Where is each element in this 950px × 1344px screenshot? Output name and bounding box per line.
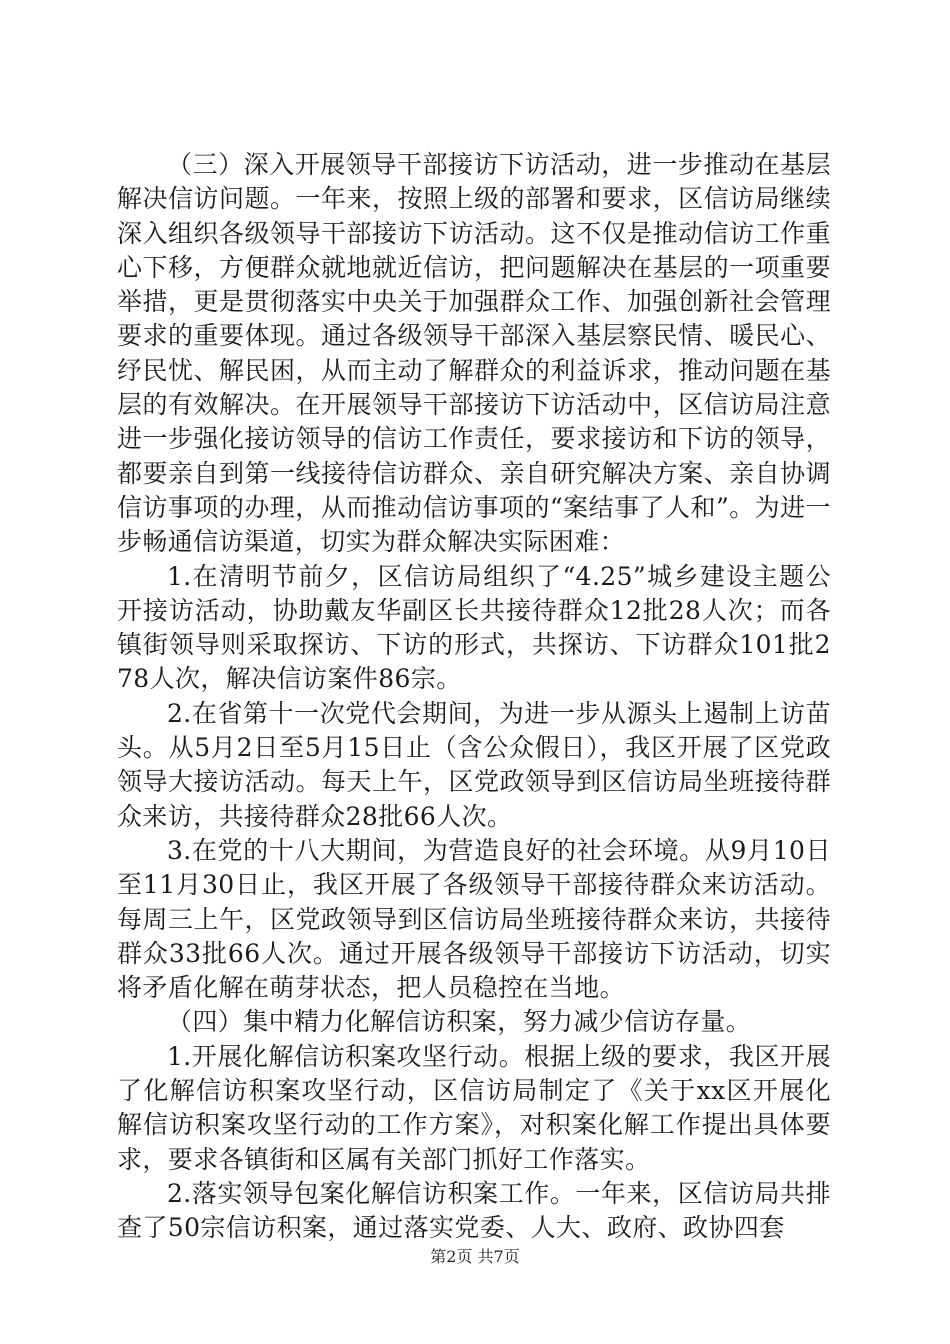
page-footer: 第2页 共7页 [430,1247,520,1266]
paragraph-section-three-intro: （三）深入开展领导干部接访下访活动，进一步推动在基层解决信访问题。一年来，按照上级的部署和要求，区信访局继续深入组织各级领导干部接访下访活动。这不仅是推动信访工作重心下移，方便群众就地就近信访，把问题解决在基层的一项重要举措，更是贯彻落实中央关于加强群众工作、加强创新社会管理要求的重要体现。通过各级领导干部深入基层察民情、暖民心、纾民忧、解民困，从而主动了解群众的利益诉求，推动问题在基层的有效解决。在开展领导干部接访下访活动中，区信访局注意进一步强化接访领导的信访工作责任，要求接访和下访的领导，都要亲自到第一线接待信访群众、亲自研究解决方案、亲自协调信访事项的办理，从而推动信访事项的“案结事了人和”。为进一步畅通信访渠道，切实为群众解决实际困难： [117,150,831,557]
document-body [117,148,831,1246]
paragraph-item-qingming: 1.在清明节前夕，区信访局组织了“4.25”城乡建设主题公开接访活动，协助戴友华副区长共接待群众12批28人次；而各镇街领导则采取探访、下访的形式，共探访、下访群众101批278人次，解决信访案件86宗。 [117,561,831,694]
paragraph-item-eighteenth-congress: 3.在党的十八大期间，为营造良好的社会环境。从9月10日至11月30日止，我区开展了各级领导干部接待群众来访活动。每周三上午，区党政领导到区信访局坐班接待群众来访，共接待群众33批66人次。通过开展各级领导干部接访下访活动，切实将矛盾化解在萌芽状态，把人员稳控在当地。 [117,835,831,1003]
section-heading-four: （四）集中精力化解信访积案，努力减少信访存量。 [167,1007,752,1037]
paragraph-item-leader-cases: 2.落实领导包案化解信访积案工作。一年来，区信访局共排查了50宗信访积案，通过落实党委、人大、政府、政协四套 [117,1178,831,1243]
paragraph-item-backlog-campaign: 1.开展化解信访积案攻坚行动。根据上级的要求，我区开展了化解信访积案攻坚行动，区信访局制定了《关于xx区开展化解信访积案攻坚行动的工作方案》，对积案化解工作提出具体要求，要求各镇街和区属有关部门抓好工作落实。 [117,1041,831,1174]
paragraph-item-party-congress: 2.在省第十一次党代会期间，为进一步从源头上遏制上访苗头。从5月2日至5月15日止（含公众假日），我区开展了区党政领导大接访活动。每天上午，区党政领导到区信访局坐班接待群众来访，共接待群众28批66人次。 [117,698,831,831]
